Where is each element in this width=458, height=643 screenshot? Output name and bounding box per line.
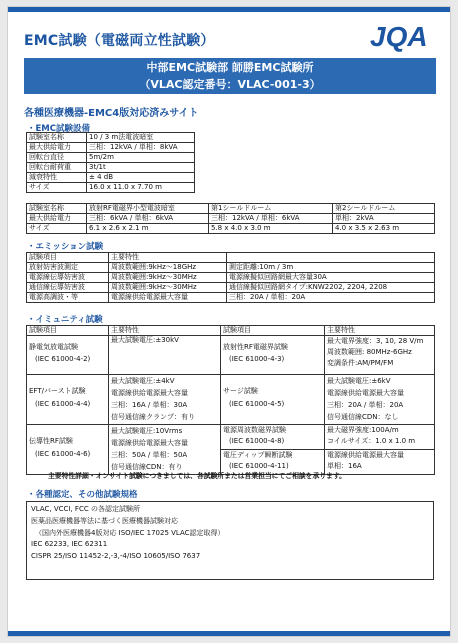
site-subheading: 各種医療機器-EMC4版対応済みサイト	[24, 108, 199, 119]
spec-line: 三相：50A / 単相：50A	[111, 451, 188, 459]
spec-line: 最大試験電圧:±4kV	[111, 377, 175, 385]
pfmf-name: 電源周波数磁界試験	[223, 426, 286, 434]
spec-line: 信号通信線クランプ：有り	[111, 413, 195, 421]
cell-value: 通信線擬似回路網タイプ:KNW2202, 2204, 2208	[227, 283, 435, 293]
emission-table	[26, 252, 435, 303]
row-label: 減衰特性	[27, 173, 87, 183]
lab-banner	[24, 58, 436, 94]
facility-table-2	[26, 203, 435, 234]
immunity-table	[26, 325, 435, 475]
immunity-row-rf-conducted	[27, 425, 435, 450]
cert-line: 医薬品医療機器等法に基づく医療機器試験対応	[31, 516, 178, 525]
cert-line: IEC 62233, IEC 62311	[31, 540, 108, 549]
rf-radiated-name: 放射性RF電磁界試験	[223, 343, 288, 351]
cell-value: 主要特性	[109, 253, 227, 263]
table-row	[27, 143, 195, 153]
section-certs-heading: ・各種認定、その他試験規格	[27, 490, 138, 500]
spec-line: 単相：16A	[327, 462, 362, 470]
header-cell: 主要特性	[325, 326, 435, 336]
table-row	[27, 214, 435, 224]
esd-spec-cell	[109, 336, 221, 375]
surge-name: サージ試験	[223, 387, 258, 395]
row-label: 電源高調波・等	[27, 293, 109, 303]
eft-test-cell	[27, 375, 109, 425]
eft-standard: (IEC 61000-4-4)	[35, 400, 91, 408]
row-label: 回転台耐荷重	[27, 163, 87, 173]
esd-test-cell	[27, 336, 109, 375]
rf-conducted-test-cell	[27, 425, 109, 475]
logo-text: JQA	[370, 21, 428, 52]
rf-radiated-test-cell	[221, 336, 325, 375]
header-cell: 試験項目	[221, 326, 325, 336]
cell-value: 第1シールドルーム	[209, 204, 333, 214]
cell-value: 5.8 x 4.0 x 3.0 m	[209, 224, 333, 234]
eft-name: EFT/バースト試験	[29, 387, 86, 395]
header-cell: 試験項目	[27, 326, 109, 336]
spec-line: 三相：16A / 単相：30A	[111, 401, 188, 409]
section-emission-heading: ・エミッション試験	[27, 242, 104, 252]
spec-line: 信号通信線CDN：有り	[111, 463, 183, 471]
cell-value: 三相：20A / 単相：20A	[227, 293, 435, 303]
dips-standard: (IEC 61000-4-11)	[229, 462, 289, 470]
cell-value: 測定距離:10m / 3m	[227, 263, 435, 273]
certs-box	[26, 501, 434, 580]
esd-name: 静電気放電試験	[29, 343, 78, 351]
rf-conducted-standard: (IEC 61000-4-6)	[35, 450, 91, 458]
page-title: EMC試験（電磁両立性試験）	[24, 33, 215, 49]
row-label: サイズ	[27, 183, 87, 193]
cell-value: ± 4 dB	[87, 173, 195, 183]
header-cell: 主要特性	[109, 326, 221, 336]
row-label: 最大供給電力	[27, 214, 87, 224]
cert-line: CISPR 25/ISO 11452-2,-3,-4/ISO 10605/ISO 7637	[31, 552, 201, 561]
rf-radiated-spec-cell	[325, 336, 435, 375]
pfmf-standard: (IEC 61000-4-8)	[229, 437, 285, 445]
cert-line: VLAC, VCCI, FCC の各認定試験所	[31, 505, 140, 513]
cell-value	[227, 253, 435, 263]
table-row	[27, 253, 435, 263]
rf-conducted-spec-cell	[109, 425, 221, 475]
row-label: 回転台直径	[27, 153, 87, 163]
surge-spec-cell	[325, 375, 435, 425]
document-page	[7, 6, 451, 637]
cell-value: 3t/1t	[87, 163, 195, 173]
row-label: 試験室名称	[27, 204, 87, 214]
section-immunity-heading: ・イミュニティ試験	[27, 315, 103, 325]
row-label: 最大供給電力	[27, 143, 87, 153]
cell-value: 周波数範囲:9kHz～30MHz	[109, 273, 227, 283]
cert-line: （国内外医療機器4版対応 ISO/IEC 17025 VLAC認定取得）	[35, 528, 225, 537]
spec-line: 信号通信線CDN：なし	[327, 413, 399, 421]
spec-line: 電源線供給電源最大容量	[327, 389, 404, 397]
table-row	[27, 163, 195, 173]
table-row	[27, 204, 435, 214]
spec-line: 電源線供給電源最大容量	[327, 451, 404, 459]
footnote: 主要特性詳細・オンサイト試験につきましては、各試験所または営業担当にてご相談を承ります。	[48, 472, 346, 480]
section-facilities-heading: ・EMC試験設備	[27, 124, 91, 134]
dips-name: 電圧ディップ瞬断試験	[223, 451, 293, 459]
immunity-row-esd	[27, 336, 435, 375]
spec-line: 最大試験電圧:±6kV	[327, 377, 391, 385]
table-row	[27, 183, 195, 193]
cell-value: 6.1 x 2.6 x 2.1 m	[87, 224, 209, 234]
row-label: 試験室名称	[27, 133, 87, 143]
banner-line-2: （VLAC認定番号：VLAC-001-3）	[139, 78, 321, 91]
cell-value: 電源線擬似回路網最大容量30A	[227, 273, 435, 283]
table-row	[27, 224, 435, 234]
row-label: 電源線伝導妨害波	[27, 273, 109, 283]
table-row	[27, 263, 435, 273]
table-row	[27, 283, 435, 293]
cell-value: 三相：6kVA / 単相：6kVA	[87, 214, 209, 224]
facility-table-1	[26, 132, 195, 193]
row-label: サイズ	[27, 224, 87, 234]
surge-standard: (IEC 61000-4-5)	[229, 400, 285, 408]
cell-value: 第2シールドルーム	[333, 204, 435, 214]
rf-radiated-standard: (IEC 61000-4-3)	[229, 355, 285, 363]
pfmf-spec-cell	[325, 425, 435, 450]
spec-line: 最大電界強度：3, 10, 28 V/m	[327, 337, 424, 345]
cell-value: 周波数範囲:9kHz～18GHz	[109, 263, 227, 273]
spec-line: 周波数範囲: 80MHz-6GHz	[327, 348, 412, 356]
esd-spec: 最大試験電圧:±30kV	[111, 336, 179, 344]
cell-value: 10 / 3 m法電波暗室	[87, 133, 195, 143]
jqa-logo	[370, 19, 436, 53]
spec-line: 電源線供給電源最大容量	[111, 389, 188, 397]
immunity-row-eft	[27, 375, 435, 425]
table-row	[27, 293, 435, 303]
spec-line: 最大試験電圧:10Vrms	[111, 427, 183, 435]
table-row	[27, 173, 195, 183]
banner-line-1: 中部EMC試験部 師勝EMC試験所	[146, 61, 314, 74]
cell-value: 単相：2kVA	[333, 214, 435, 224]
pfmf-test-cell	[221, 425, 325, 450]
cell-value: 4.0 x 3.5 x 2.63 m	[333, 224, 435, 234]
surge-test-cell	[221, 375, 325, 425]
eft-spec-cell	[109, 375, 221, 425]
cell-value: 電源線供給電源最大容量	[109, 293, 227, 303]
esd-standard: (IEC 61000-4-2)	[35, 355, 91, 363]
table-row	[27, 133, 195, 143]
spec-line: 三相：20A / 単相：20A	[327, 401, 404, 409]
cell-value: 三相：12kVA / 単相：6kVA	[209, 214, 333, 224]
spec-line: 最大磁界強度:100A/m	[327, 426, 399, 434]
row-label: 試験項目	[27, 253, 109, 263]
cell-value: 16.0 x 11.0 x 7.70 m	[87, 183, 195, 193]
top-stripe	[8, 7, 450, 12]
cell-value: 周波数範囲:9kHz～30MHz	[109, 283, 227, 293]
row-label: 通信線伝導妨害波	[27, 283, 109, 293]
cell-value: 放射RF電磁界小型電波暗室	[87, 204, 209, 214]
spec-line: 変調条件:AM/PM/FM	[327, 359, 394, 367]
immunity-header-row	[27, 326, 435, 336]
table-row	[27, 273, 435, 283]
cell-value: 三相：12kVA / 単相：8kVA	[87, 143, 195, 153]
bottom-stripe	[8, 631, 450, 636]
cell-value: 5m/2m	[87, 153, 195, 163]
rf-conducted-name: 伝導性RF試験	[29, 437, 73, 445]
spec-line: コイルサイズ：1.0 x 1.0 m	[327, 437, 416, 445]
table-row	[27, 153, 195, 163]
spec-line: 電源線供給電源最大容量	[111, 439, 188, 447]
row-label: 放射妨害波測定	[27, 263, 109, 273]
